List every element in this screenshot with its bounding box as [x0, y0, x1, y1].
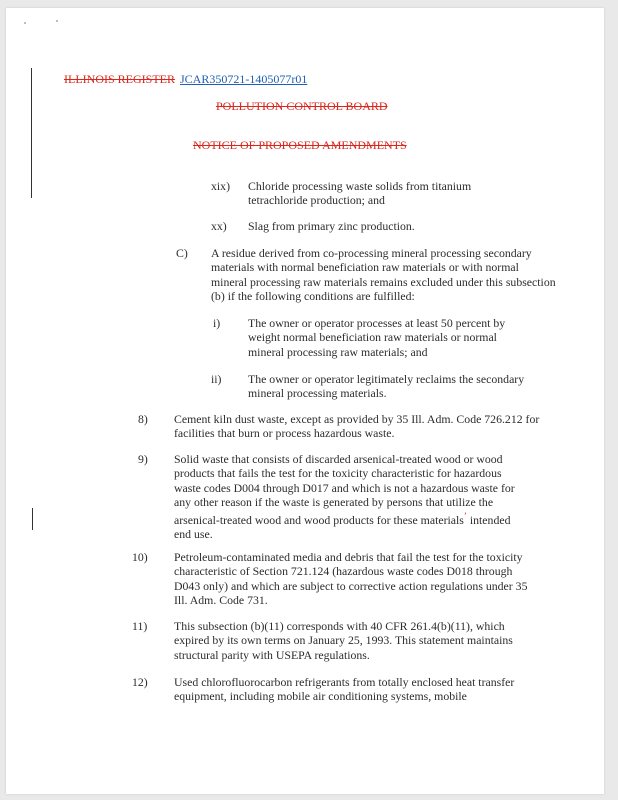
item-label: i): [213, 316, 221, 330]
change-bar-top: [31, 68, 32, 198]
item-label: xix): [211, 179, 231, 193]
scan-speck: [56, 20, 58, 22]
document-page: [6, 8, 604, 794]
item-text: Slag from primary zinc production.: [248, 219, 415, 233]
jcar-reference: JCAR350721-1405077r01: [180, 72, 308, 86]
board-title: POLLUTION CONTROL BOARD: [216, 99, 388, 113]
item-text: [174, 452, 528, 542]
item-label: 8): [138, 412, 148, 426]
item-text: Used chlorofluorocarbon refrigerants from totally enclosed heat transfer equipment, including mobile air conditioning systems, mobile: [174, 675, 515, 704]
header-line: [64, 72, 307, 86]
item-text-part: Solid waste that consists of discarded arsenical-treated wood or wood products that fails the test for the toxicity characteristic for hazardous waste codes D004 through D017 and which is not a hazardous waste for any other reason if the waste is generated by persons that utilize the arsenical-treated wood and wood products for these materials: [174, 452, 515, 528]
item-label: 10): [132, 550, 148, 564]
item-text: Cement kiln dust waste, except as provided by 35 Ill. Adm. Code 726.212 for facilities that burn or process hazardous waste.: [174, 412, 540, 441]
item-text: Petroleum-contaminated media and debris that fail the test for the toxicity characteristic of Section 721.124 (hazardous waste codes D018 through D043 only) and which are subject to corrective action regulations under 35 Ill. Adm. Code 731.: [174, 550, 528, 607]
item-label: ii): [211, 372, 222, 386]
item-text: The owner or operator processes at least 50 percent by weight normal beneficiation raw materials or normal mineral processing raw materials; and: [248, 316, 506, 359]
scan-speck: [24, 22, 26, 24]
item-label: 11): [132, 619, 148, 633]
item-label: xx): [211, 219, 227, 233]
notice-title: NOTICE OF PROPOSED AMENDMENTS: [193, 138, 407, 152]
item-text: The owner or operator legitimately reclaims the secondary mineral processing materials.: [248, 372, 525, 401]
edit-mark: ’: [463, 511, 467, 522]
change-bar-middle: [32, 508, 33, 530]
item-label: C): [176, 246, 188, 260]
register-title: ILLINOIS REGISTER: [64, 72, 175, 86]
item-label: 12): [132, 675, 148, 689]
item-text: A residue derived from co-processing mineral processing secondary materials with normal beneficiation raw materials or with normal mineral processing raw materials remains excluded under this subsection (b) if the following conditions are fulfilled:: [211, 246, 556, 303]
item-text-part: intended end use.: [174, 513, 511, 542]
item-label: 9): [138, 452, 148, 466]
item-text: Chloride processing waste solids from titanium tetrachloride production; and: [248, 179, 472, 208]
item-text: This subsection (b)(11) corresponds with 40 CFR 261.4(b)(11), which expired by its own terms on January 25, 1993. This statement maintains structural parity with USEPA regulations.: [174, 619, 513, 662]
